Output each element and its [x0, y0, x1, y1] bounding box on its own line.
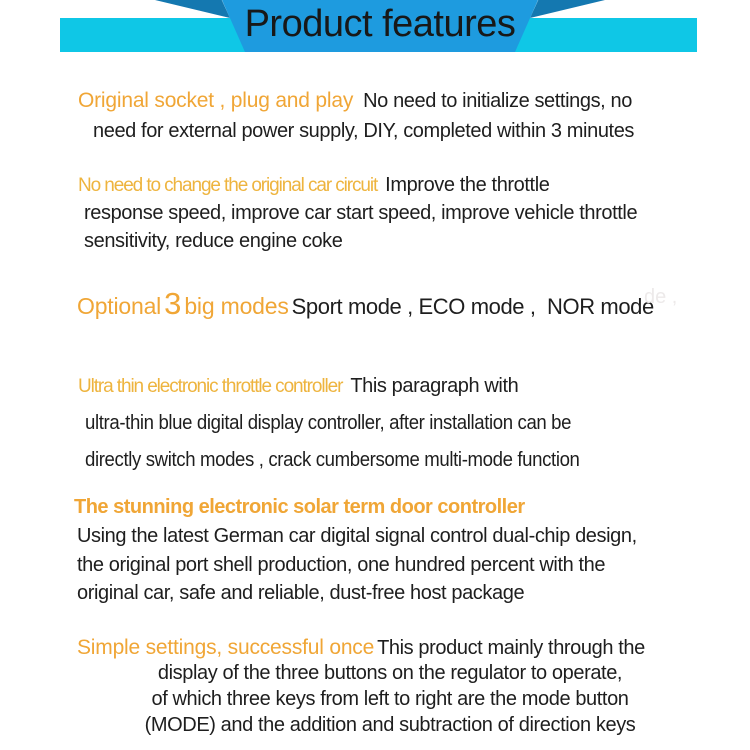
section-circuit-heading: No need to change the original car circuit: [78, 175, 378, 196]
section-solar-heading: The stunning electronic solar term door controller: [74, 496, 525, 518]
section-circuit-line-2: [84, 203, 637, 223]
section-modes-heading-number: 3: [164, 286, 182, 321]
section-circuit-text-1: Improve the throttle: [385, 174, 550, 196]
section-ultrathin-heading: Ultra thin electronic throttle controller: [78, 376, 343, 397]
section-modes-text: Sport mode , ECO mode , NOR mode: [291, 294, 654, 319]
section-modes-heading-post: big modes: [184, 293, 289, 319]
section-settings-text-4: (MODE) and the addition and subtraction of direction keys: [144, 714, 636, 736]
section-settings-text-3: of which three keys from left to right are the mode button: [151, 688, 629, 710]
section-plug-play-heading: Original socket , plug and play: [78, 89, 354, 112]
page-title: Product features: [244, 3, 516, 45]
section-modes-heading-pre: Optional: [77, 293, 162, 319]
section-solar-text-3: original car, safe and reliable, dust-free host package: [77, 582, 525, 604]
section-circuit-line-1: [78, 175, 549, 195]
section-ultrathin-line-2: [85, 413, 571, 433]
section-solar-heading-line: [74, 497, 525, 517]
banner: [0, 0, 750, 56]
section-settings-line-4: [40, 715, 740, 735]
section-ultrathin-text-3: directly switch modes , crack cumbersome multi-mode function: [85, 449, 580, 471]
section-settings-text-1: This product mainly through the: [377, 637, 645, 659]
section-solar-line-3: [77, 583, 524, 603]
section-plug-play-line-2: [93, 121, 634, 141]
watermark-ghost: de ,: [644, 286, 678, 308]
section-modes-line-1: [77, 288, 654, 319]
section-solar-line-1: [77, 526, 637, 546]
section-ultrathin-line-3: [85, 450, 580, 470]
section-solar-line-2: [77, 555, 605, 575]
section-ultrathin-line-1: [78, 376, 518, 396]
section-settings-heading: Simple settings, successful once: [77, 636, 375, 659]
section-solar-text-1: Using the latest German car digital signal control dual-chip design,: [77, 525, 637, 547]
section-solar-text-2: the original port shell production, one hundred percent with the: [77, 554, 606, 576]
section-circuit-text-3: sensitivity, reduce engine coke: [84, 230, 343, 252]
section-ultrathin-text-2: ultra-thin blue digital display controller, after installation can be: [85, 412, 572, 434]
section-plug-play-text-1: No need to initialize settings, no: [363, 90, 632, 112]
section-plug-play-line-1: [78, 90, 632, 111]
section-settings-line-2: [40, 663, 740, 683]
section-ultrathin-text-1: This paragraph with: [350, 375, 519, 397]
section-settings-text-2: display of the three buttons on the regulator to operate,: [157, 662, 623, 684]
section-settings-line-3: [40, 689, 740, 709]
section-settings-line-1: [77, 637, 645, 658]
section-plug-play-text-2: need for external power supply, DIY, completed within 3 minutes: [93, 120, 635, 142]
section-circuit-line-3: [84, 231, 343, 251]
section-circuit-text-2: response speed, improve car start speed, improve vehicle throttle: [84, 202, 638, 224]
